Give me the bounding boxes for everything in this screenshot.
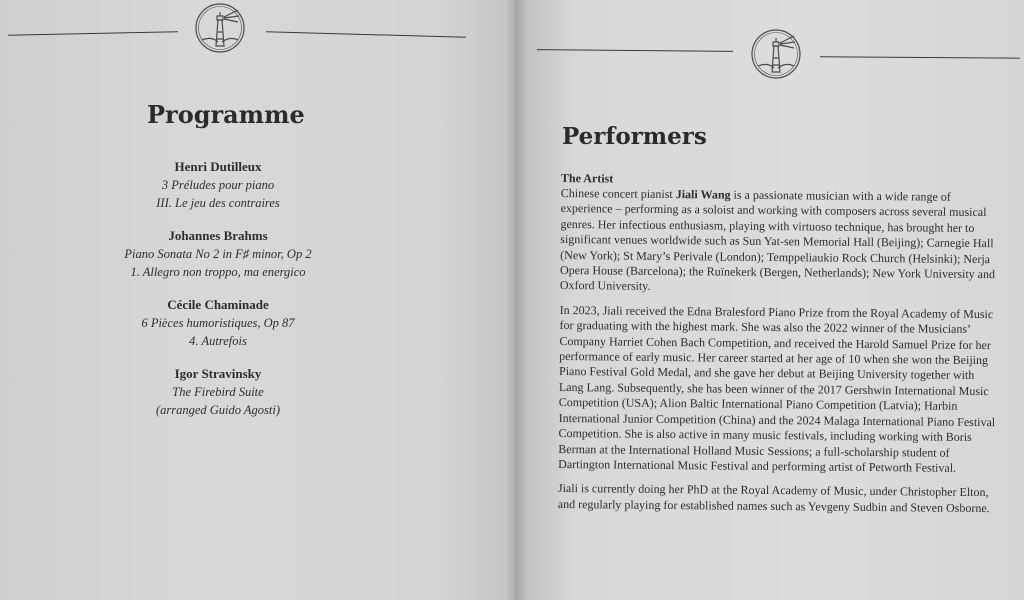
work-movement: 1. Allegro non troppo, ma energico	[130, 265, 306, 279]
performers-section	[558, 171, 1001, 525]
right-top-rule-right	[820, 56, 1020, 58]
work-title: The Firebird Suite	[172, 385, 264, 399]
lighthouse-emblem-icon	[194, 2, 246, 54]
composer-name: Igor Stravinsky	[174, 366, 262, 381]
programme-list	[100, 158, 336, 434]
artist-subheading: The Artist	[560, 171, 614, 186]
work-title: 3 Préludes pour piano	[161, 178, 275, 192]
programme-item-chaminade	[100, 296, 336, 350]
artist-bio-paragraph-1	[560, 186, 1001, 298]
left-top-rule-left	[8, 31, 178, 36]
programme-item-dutilleux	[100, 158, 336, 212]
artist-name: Jiali Wang	[675, 187, 731, 202]
bio-text: Chinese concert pianist	[560, 185, 676, 202]
artist-bio-paragraph-3: Jiali is currently doing her PhD at the Royal Academy of Music, under Christopher Elton, and regularly playing for established names such as Yevgeny Sudbin and Steven Osborne.	[557, 481, 990, 515]
composer-name: Johannes Brahms	[168, 228, 268, 243]
work-movement: III. Le jeu des contraires	[156, 196, 280, 210]
page-gutter-shadow	[505, 0, 527, 600]
performers-heading: Performers	[562, 123, 707, 150]
work-movement: 4. Autrefois	[189, 334, 247, 348]
left-top-rule-right	[266, 31, 466, 38]
work-movement: (arranged Guido Agosti)	[155, 403, 281, 417]
work-title: Piano Sonata No 2 in F♯ minor, Op 2	[124, 247, 312, 261]
programme-heading: Programme	[147, 100, 305, 129]
programme-item-brahms	[100, 227, 336, 281]
composer-name: Henri Dutilleux	[174, 159, 262, 174]
bio-text: is a passionate musician with a wide range of experience – performing as a soloist and working with composers across several musical genres. Her infectious enthusiasm, playing with virtuoso technique, has brought her to significant venues worldwide such as Sun Yat-sen Memorial Hall (Beijing); Carnegie Hall (New York); St Mary’s Perivale (London); Temppeliaukio Rock Church (Helsinki); Nerja Opera House (Barcelona); the Ruïnekerk (Bergen, Netherlands); New York University and Oxford University.	[559, 187, 996, 294]
lighthouse-emblem-icon	[750, 28, 802, 80]
artist-bio-paragraph-2: In 2023, Jiali received the Edna Bralesford Piano Prize from the Royal Academy of Music for graduating with the highest mark. She was also the 2022 winner of the Musicians’ Company Harriet Cohen Bach Competition, and received the Harold Samuel Prize for her performance of early music. Her career started at her age of 10 when she won the Beijing Piano Festival Gold Medal, and she gave her debut at Beijing University together with Lang Lang. Subsequently, she has been winner of the 2017 Gershwin International Music Competition (USA); Alion Baltic International Piano Competition (Latvia); Harbin International Junior Competition (China) and the 2024 Malaga International Piano Festival Competition. She is also active in many music festivals, including working with Boris Berman at the International Holland Music Sessions; a full-scholarship student of Dartington International Music Festival and performing artist of Petworth Festival.	[558, 302, 996, 475]
programme-item-stravinsky	[100, 365, 336, 419]
work-title: 6 Pièces humoristiques, Op 87	[141, 316, 295, 330]
right-top-rule-left	[537, 49, 733, 52]
composer-name: Cécile Chaminade	[167, 297, 269, 312]
